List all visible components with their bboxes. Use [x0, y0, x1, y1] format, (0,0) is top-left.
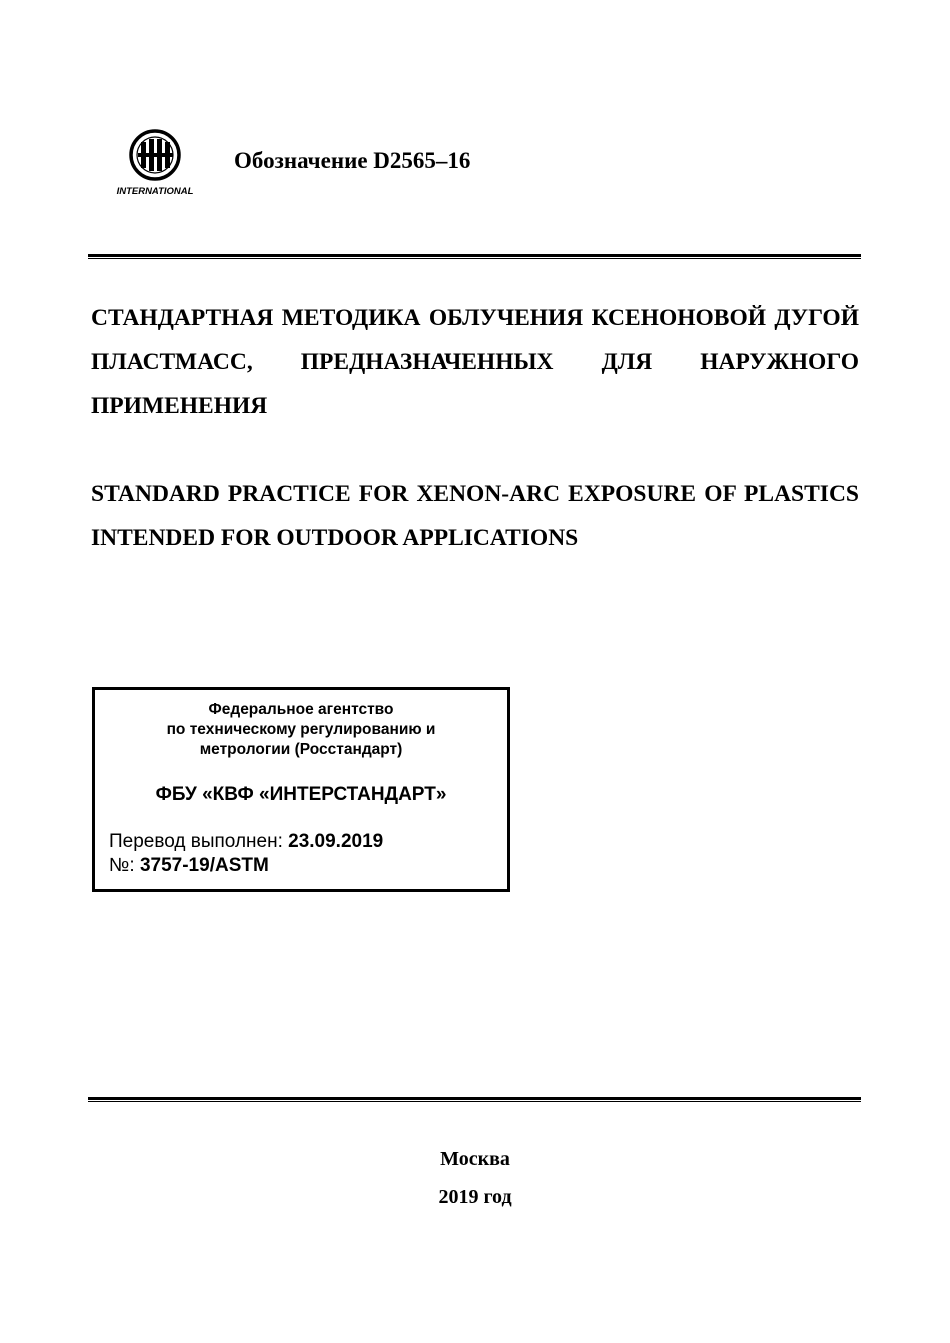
astm-logo — [112, 128, 198, 198]
top-divider — [88, 254, 861, 259]
number-suffix: /ASTM — [209, 855, 269, 876]
translation-label: Перевод выполнен: — [109, 831, 289, 852]
agency-line: по техническому регулированию и — [166, 721, 436, 738]
title-russian: СТАНДАРТНАЯ МЕТОДИКА ОБЛУЧЕНИЯ КСЕНОНОВОЙ ДУГОЙ ПЛАСТМАСС, ПРЕДНАЗНАЧЕННЫХ ДЛЯ НАРУЖНОГО ПРИМЕНЕНИЯ — [91, 305, 859, 419]
translation-date-line — [109, 831, 383, 853]
organization-name: ФБУ «КВФ «ИНТЕРСТАНДАРТ» — [155, 784, 447, 805]
document-designation: Обозначение D2565–16 — [234, 148, 471, 173]
number-label: №: — [109, 855, 140, 876]
translation-stamp — [92, 687, 510, 892]
agency-line: метрологии (Росстандарт) — [199, 741, 403, 758]
astm-logo-subtext: INTERNATIONAL — [116, 186, 194, 197]
publication-year: 2019 год — [438, 1186, 512, 1208]
translation-number-line — [109, 855, 269, 877]
agency-line: Федеральное агентство — [208, 701, 394, 718]
publication-city: Москва — [440, 1148, 510, 1170]
bottom-divider — [88, 1097, 861, 1102]
translation-date: 23.09.2019 — [288, 831, 384, 852]
agency-block — [95, 700, 507, 760]
number-value: 3757-19 — [139, 855, 210, 876]
title-english: STANDARD PRACTICE FOR XENON-ARC EXPOSURE OF PLASTICS INTENDED FOR OUTDOOR APPLICATIONS — [91, 481, 859, 551]
